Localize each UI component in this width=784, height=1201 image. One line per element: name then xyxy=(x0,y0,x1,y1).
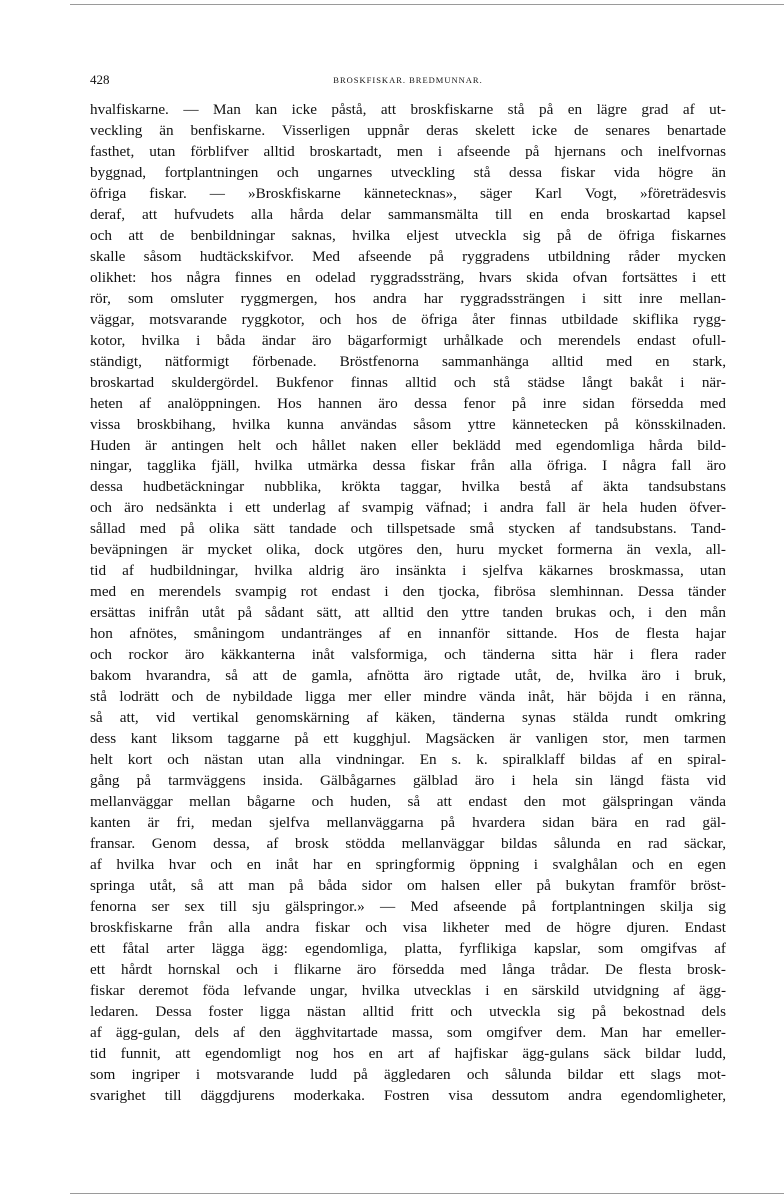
text-line: skalle såsom hudtäckskifvor. Med afseende på ryggradens utbildning råder mycken xyxy=(90,247,726,265)
text-line: gång på tarmväggens insida. Gälbågarnes gälblad äro i hela sin längd fästa vid xyxy=(90,772,726,789)
text-line: fenorna ser sex till sju gälspringor.» — Med afseende på fortplantningen skilja sig xyxy=(90,897,726,915)
text-line: och rockor äro käkkanterna inåt valsformiga, och tänderna sitta här i flera rader xyxy=(90,646,726,664)
text-line: broskartad skuldergördel. Bukfenor finnas alltid och stå städse långt bakåt i när- xyxy=(90,373,726,391)
text-line: kotor, hvilka i båda ändar äro bägarformigt urhålkade och merendels endast ofull- xyxy=(90,331,726,349)
text-line: byggnad, fortplantningen och ungarnes utveckling stå dessa fiskar vida högre än xyxy=(90,163,726,181)
text-line: beväpningen är mycket olika, dock utgöres den, huru mycket formerna än vexla, all- xyxy=(90,541,726,559)
text-line: Huden är antingen helt och hållet naken eller beklädd med egendomliga hårda bild- xyxy=(90,436,726,454)
text-line: fiskar deremot föda lefvande ungar, hvilka utvecklas i en särskild utvidgning af ägg- xyxy=(90,981,726,999)
text-line: ett hårdt hornskal och i flikarne äro försedda med långa trådar. De flesta brosk- xyxy=(90,960,726,978)
text-line: deraf, att hufvudets alla hårda delar sammansmälta till en enda broskartad kapsel xyxy=(90,205,726,223)
text-line: veckling än benfiskarne. Visserligen uppnår deras skelett icke de senares benartade xyxy=(90,121,726,139)
running-head: BROSKFISKAR. BREDMUNNAR. xyxy=(333,75,483,85)
text-line: öfriga fiskar. — »Broskfiskarne kännetecknas», säger Karl Vogt, »företrädesvis xyxy=(90,184,726,202)
text-line: väggar, motsvarande ryggkotor, och hos de öfriga åter finnas utbildade skiflika rygg- xyxy=(90,310,726,328)
text-line: svarighet till däggdjurens moderkaka. Fostren visa dessutom andra egendomligheter, xyxy=(90,1086,726,1104)
text-line: springa utåt, så att man på båda sidor om halsen eller på bukytan framför bröst- xyxy=(90,876,726,894)
text-line: af hvilka hvar och en inåt har en springformig öppning i svalghålan och en egen xyxy=(90,855,726,873)
body-text xyxy=(90,100,726,1107)
text-line: tid af hudbildningar, hvilka aldrig äro insänkta i sjelfva käkarnes broskmassa, utan xyxy=(90,562,726,580)
text-line: dess kant liksom taggarne på ett kugghjul. Magsäcken är vanligen stor, men tarmen xyxy=(90,730,726,748)
text-line: fasthet, utan förblifver alltid broskartadt, men i afseende på hjernans och inelfvornas xyxy=(90,142,726,160)
text-line: stå lodrätt och de nybildade ligga mer eller mindre vända inåt, här böjda i en ränna, xyxy=(90,688,726,706)
page-number: 428 xyxy=(90,72,110,87)
text-line: vissa broskbihang, hvilka kunna användas såsom yttre kännetecken på könsskilnaden. xyxy=(90,415,726,433)
text-line: ningar, tagglika fjäll, hvilka utmärka dessa fiskar från alla öfriga. I några fall äro xyxy=(90,457,726,475)
bottom-border-rule xyxy=(70,1193,784,1194)
text-line: ständigt, nätformigt förbenade. Bröstfenorna sammanhänga alltid med en stark, xyxy=(90,352,726,370)
text-line: mellanväggar mellan bågarne och huden, så att endast den mot gälspringan vända xyxy=(90,792,726,810)
text-line: och äro nedsänkta i ett underlag af svampig väfnad; i andra fall är hela huden öfver- xyxy=(90,499,726,517)
page-header xyxy=(90,72,726,90)
text-line: ersättas inifrån utåt på sådant sätt, att alltid den yttre tanden brukas och, i den mån xyxy=(90,604,726,622)
text-line: olikhet: hos några finnes en odelad ryggradssträng, hvars skida ofvan fortsättes i ett xyxy=(90,268,726,286)
text-line: broskfiskarne från alla andra fiskar och visa likheter med de högre djuren. Endast xyxy=(90,918,726,936)
top-border-rule xyxy=(70,4,784,5)
text-line: med en merendels svampig rot endast i den tjocka, fibrösa slemhinnan. Dessa tänder xyxy=(90,583,726,601)
text-line: helt kort och nästan utan alla vindningar. En s. k. spiralklaff bildas af en spiral- xyxy=(90,751,726,769)
text-line: bakom hvarandra, så att de gamla, afnötta äro rigtade utåt, de, hvilka äro i bruk, xyxy=(90,667,726,685)
text-line: tid funnit, att egendomligt nog hos en art af hajfiskar ägg-gulans säck bildar ludd, xyxy=(90,1044,726,1062)
text-line: hon afnötes, småningom undantränges af en innanför sittande. Hos de flesta hajar xyxy=(90,625,726,643)
text-line: ledaren. Dessa foster ligga nästan alltid fritt och utveckla sig på bekostnad dels xyxy=(90,1002,726,1020)
text-line: heten af analöppningen. Hos hannen äro dessa fenor på inre sidan försedda med xyxy=(90,394,726,412)
text-line: och att de benbildningar saknas, hvilka eljest utveckla sig på de öfriga fiskarnes xyxy=(90,226,726,244)
text-line: sållad med på olika sätt tandade och tillspetsade små stycken af tandsubstans. Tand- xyxy=(90,520,726,538)
text-line: så att, vid vertikal genomskärning af käken, tänderna synas stälda rundt omkring xyxy=(90,709,726,727)
text-line: ett fåtal arter lägga ägg: egendomliga, platta, fyrflikiga kapslar, som omgifvas af xyxy=(90,939,726,957)
text-line: dessa hudbetäckningar nubblika, krökta taggar, hvilka bestå af äkta tandsubstans xyxy=(90,478,726,496)
text-line: som ingriper i motsvarande ludd på äggledaren och sålunda bildar ett slags mot- xyxy=(90,1065,726,1083)
text-line: hvalfiskarne. — Man kan icke påstå, att broskfiskarne stå på en lägre grad af ut- xyxy=(90,101,726,118)
text-line: af ägg-gulan, dels af den ägghvitartade massa, som omgifver dem. Man har emeller- xyxy=(90,1023,726,1041)
text-line: kanten är fri, medan sjelfva mellanväggarna på hvardera sidan bära en rad gäl- xyxy=(90,813,726,831)
text-line: fransar. Genom dessa, af brosk stödda mellanväggar bildas sålunda en rad säckar, xyxy=(90,834,726,852)
text-line: rör, som omsluter ryggmergen, hos andra har ryggradssträngen i sitt inre mellan- xyxy=(90,289,726,307)
